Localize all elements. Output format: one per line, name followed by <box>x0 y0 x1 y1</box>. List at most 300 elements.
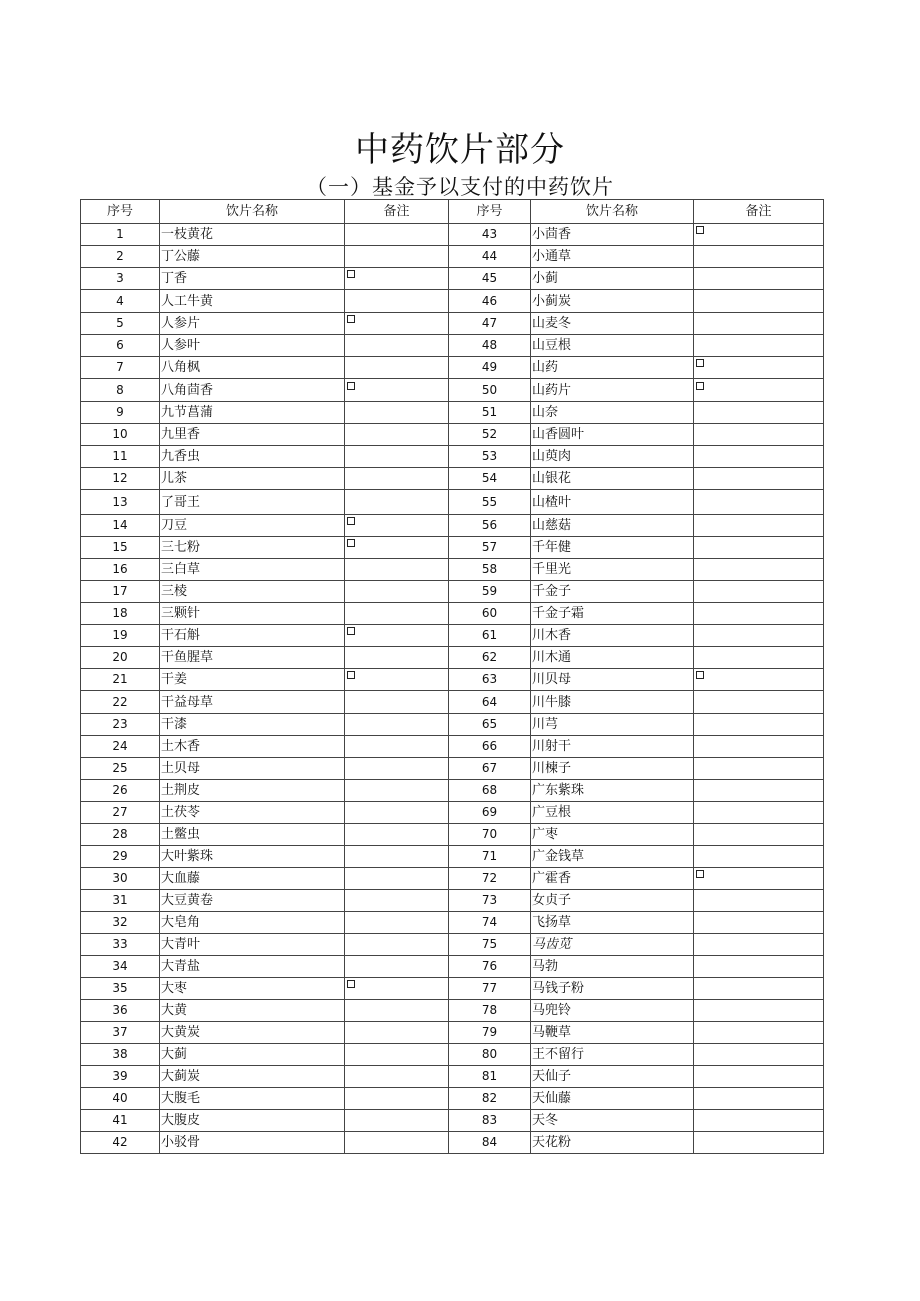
herb-name: 川楝子 <box>531 758 694 780</box>
herb-name: 一枝黄花 <box>160 224 345 246</box>
table-row <box>81 446 824 468</box>
note-cell <box>694 515 824 537</box>
row-number: 11 <box>81 446 160 468</box>
note-cell <box>345 758 449 780</box>
herb-name: 三七粉 <box>160 537 345 559</box>
herb-name: 天花粉 <box>531 1132 694 1154</box>
note-cell <box>345 912 449 934</box>
herbal-pieces-table <box>80 199 824 1154</box>
section-subtitle: （一）基金予以支付的中药饮片 <box>306 175 614 199</box>
table-row <box>81 691 824 714</box>
table-row <box>81 978 824 1000</box>
table-row <box>81 824 824 846</box>
checkbox-mark-icon <box>696 226 704 234</box>
note-cell <box>694 736 824 758</box>
note-cell <box>694 1022 824 1044</box>
table-row <box>81 246 824 268</box>
row-number: 47 <box>449 313 531 335</box>
note-cell <box>345 1000 449 1022</box>
note-cell <box>694 603 824 625</box>
row-number: 64 <box>449 691 531 714</box>
herb-name: 天仙子 <box>531 1066 694 1088</box>
note-cell <box>345 559 449 581</box>
row-number: 82 <box>449 1088 531 1110</box>
herb-name: 九节菖蒲 <box>160 402 345 424</box>
note-cell <box>345 515 449 537</box>
table-header-row <box>81 200 824 224</box>
table-row <box>81 868 824 890</box>
herb-name: 川木通 <box>531 647 694 669</box>
row-number: 46 <box>449 290 531 313</box>
herb-name: 山药片 <box>531 379 694 402</box>
note-cell <box>694 379 824 402</box>
checkbox-mark-icon <box>696 671 704 679</box>
herb-name: 山奈 <box>531 402 694 424</box>
herb-name: 干益母草 <box>160 691 345 714</box>
note-cell <box>345 714 449 736</box>
row-number: 2 <box>81 246 160 268</box>
table-row <box>81 603 824 625</box>
note-cell <box>694 691 824 714</box>
herb-name: 九里香 <box>160 424 345 446</box>
row-number: 34 <box>81 956 160 978</box>
note-cell <box>694 357 824 379</box>
herb-name: 川贝母 <box>531 669 694 691</box>
row-number: 32 <box>81 912 160 934</box>
row-number: 12 <box>81 468 160 490</box>
herb-name: 大皂角 <box>160 912 345 934</box>
herb-name: 三棱 <box>160 581 345 603</box>
row-number: 66 <box>449 736 531 758</box>
table-row <box>81 714 824 736</box>
herb-name: 飞扬草 <box>531 912 694 934</box>
row-number: 29 <box>81 846 160 868</box>
herb-name: 山银花 <box>531 468 694 490</box>
row-number: 49 <box>449 357 531 379</box>
herb-name: 八角茴香 <box>160 379 345 402</box>
row-number: 53 <box>449 446 531 468</box>
note-cell <box>345 669 449 691</box>
row-number: 42 <box>81 1132 160 1154</box>
herb-name: 川射干 <box>531 736 694 758</box>
note-cell <box>694 468 824 490</box>
herb-name: 马兜铃 <box>531 1000 694 1022</box>
herb-name: 广东紫珠 <box>531 780 694 802</box>
table-row <box>81 1044 824 1066</box>
note-cell <box>694 802 824 824</box>
note-cell <box>345 868 449 890</box>
table-row <box>81 912 824 934</box>
herb-name: 小茴香 <box>531 224 694 246</box>
note-cell <box>694 313 824 335</box>
table-row <box>81 559 824 581</box>
row-number: 60 <box>449 603 531 625</box>
row-number: 55 <box>449 490 531 515</box>
note-cell <box>694 912 824 934</box>
herb-name: 大血藤 <box>160 868 345 890</box>
herb-name: 女贞子 <box>531 890 694 912</box>
note-cell <box>345 468 449 490</box>
row-number: 74 <box>449 912 531 934</box>
table-row <box>81 1088 824 1110</box>
herb-name: 千金子 <box>531 581 694 603</box>
row-number: 37 <box>81 1022 160 1044</box>
row-number: 41 <box>81 1110 160 1132</box>
note-cell <box>694 290 824 313</box>
herb-name: 大蓟炭 <box>160 1066 345 1088</box>
note-cell <box>345 736 449 758</box>
note-cell <box>345 290 449 313</box>
note-cell <box>345 1044 449 1066</box>
herb-name: 大黄 <box>160 1000 345 1022</box>
row-number: 68 <box>449 780 531 802</box>
note-cell <box>694 625 824 647</box>
row-number: 80 <box>449 1044 531 1066</box>
herb-name: 山楂叶 <box>531 490 694 515</box>
row-number: 65 <box>449 714 531 736</box>
herb-name: 大腹皮 <box>160 1110 345 1132</box>
herb-name: 干漆 <box>160 714 345 736</box>
table-row <box>81 1132 824 1154</box>
herb-name: 大豆黄卷 <box>160 890 345 912</box>
row-number: 75 <box>449 934 531 956</box>
row-number: 72 <box>449 868 531 890</box>
row-number: 6 <box>81 335 160 357</box>
table-row <box>81 290 824 313</box>
table-row <box>81 802 824 824</box>
header-note-left: 备注 <box>345 200 449 224</box>
table-row <box>81 357 824 379</box>
note-cell <box>345 581 449 603</box>
herb-name: 广豆根 <box>531 802 694 824</box>
herb-name: 人参叶 <box>160 335 345 357</box>
herb-name: 干姜 <box>160 669 345 691</box>
table-row <box>81 515 824 537</box>
row-number: 17 <box>81 581 160 603</box>
note-cell <box>694 647 824 669</box>
row-number: 63 <box>449 669 531 691</box>
checkbox-mark-icon <box>347 315 355 323</box>
row-number: 76 <box>449 956 531 978</box>
note-cell <box>345 691 449 714</box>
header-no-left: 序号 <box>81 200 160 224</box>
table-row <box>81 537 824 559</box>
row-number: 20 <box>81 647 160 669</box>
table-row <box>81 268 824 290</box>
herb-name: 山豆根 <box>531 335 694 357</box>
note-cell <box>345 268 449 290</box>
row-number: 27 <box>81 802 160 824</box>
herb-name: 山麦冬 <box>531 313 694 335</box>
note-cell <box>345 890 449 912</box>
row-number: 59 <box>449 581 531 603</box>
herb-name: 山慈菇 <box>531 515 694 537</box>
note-cell <box>345 1066 449 1088</box>
table-row <box>81 402 824 424</box>
row-number: 13 <box>81 490 160 515</box>
herb-name: 小驳骨 <box>160 1132 345 1154</box>
row-number: 28 <box>81 824 160 846</box>
table-row <box>81 1110 824 1132</box>
herb-name: 土茯苓 <box>160 802 345 824</box>
note-cell <box>694 581 824 603</box>
table-row <box>81 647 824 669</box>
note-cell <box>694 335 824 357</box>
row-number: 26 <box>81 780 160 802</box>
row-number: 52 <box>449 424 531 446</box>
row-number: 22 <box>81 691 160 714</box>
herb-name: 丁公藤 <box>160 246 345 268</box>
row-number: 83 <box>449 1110 531 1132</box>
note-cell <box>345 1022 449 1044</box>
note-cell <box>694 402 824 424</box>
herb-name: 干鱼腥草 <box>160 647 345 669</box>
herb-name: 三白草 <box>160 559 345 581</box>
herb-name: 土木香 <box>160 736 345 758</box>
checkbox-mark-icon <box>347 517 355 525</box>
herb-name: 小通草 <box>531 246 694 268</box>
table-row <box>81 846 824 868</box>
herb-name: 三颗针 <box>160 603 345 625</box>
row-number: 44 <box>449 246 531 268</box>
checkbox-mark-icon <box>347 539 355 547</box>
row-number: 81 <box>449 1066 531 1088</box>
checkbox-mark-icon <box>347 382 355 390</box>
checkbox-mark-icon <box>347 671 355 679</box>
page-title: 中药饮片部分 <box>355 130 565 170</box>
note-cell <box>694 559 824 581</box>
herb-name: 千金子霜 <box>531 603 694 625</box>
row-number: 67 <box>449 758 531 780</box>
row-number: 23 <box>81 714 160 736</box>
herb-name: 干石斛 <box>160 625 345 647</box>
herb-name: 山萸肉 <box>531 446 694 468</box>
row-number: 4 <box>81 290 160 313</box>
herb-name: 丁香 <box>160 268 345 290</box>
herb-name: 人参片 <box>160 313 345 335</box>
herb-name: 王不留行 <box>531 1044 694 1066</box>
herb-name: 广金钱草 <box>531 846 694 868</box>
row-number: 8 <box>81 379 160 402</box>
note-cell <box>694 1132 824 1154</box>
herb-name: 千里光 <box>531 559 694 581</box>
note-cell <box>345 246 449 268</box>
row-number: 78 <box>449 1000 531 1022</box>
note-cell <box>345 846 449 868</box>
note-cell <box>345 224 449 246</box>
table-row <box>81 468 824 490</box>
note-cell <box>694 780 824 802</box>
row-number: 50 <box>449 379 531 402</box>
row-number: 58 <box>449 559 531 581</box>
note-cell <box>345 1110 449 1132</box>
table-row <box>81 490 824 515</box>
note-cell <box>345 402 449 424</box>
note-cell <box>345 978 449 1000</box>
table-row <box>81 890 824 912</box>
checkbox-mark-icon <box>347 980 355 988</box>
herb-name: 大青盐 <box>160 956 345 978</box>
table-row <box>81 335 824 357</box>
herb-name: 天冬 <box>531 1110 694 1132</box>
table-row <box>81 224 824 246</box>
row-number: 35 <box>81 978 160 1000</box>
herb-name: 马鞭草 <box>531 1022 694 1044</box>
herb-name: 大黄炭 <box>160 1022 345 1044</box>
note-cell <box>694 490 824 515</box>
row-number: 36 <box>81 1000 160 1022</box>
herb-name: 广枣 <box>531 824 694 846</box>
note-cell <box>345 313 449 335</box>
herb-name: 儿茶 <box>160 468 345 490</box>
row-number: 15 <box>81 537 160 559</box>
row-number: 3 <box>81 268 160 290</box>
table-row <box>81 1066 824 1088</box>
note-cell <box>694 868 824 890</box>
row-number: 79 <box>449 1022 531 1044</box>
note-cell <box>694 669 824 691</box>
herb-name: 刀豆 <box>160 515 345 537</box>
herb-name: 山香圆叶 <box>531 424 694 446</box>
note-cell <box>694 824 824 846</box>
note-cell <box>345 603 449 625</box>
row-number: 19 <box>81 625 160 647</box>
header-note-right: 备注 <box>694 200 824 224</box>
note-cell <box>345 490 449 515</box>
table-row <box>81 1022 824 1044</box>
note-cell <box>345 1132 449 1154</box>
herb-name: 小蓟 <box>531 268 694 290</box>
herb-name: 土鳖虫 <box>160 824 345 846</box>
table-row <box>81 313 824 335</box>
herb-name: 土贝母 <box>160 758 345 780</box>
herb-name: 川木香 <box>531 625 694 647</box>
row-number: 14 <box>81 515 160 537</box>
table-body <box>81 224 824 1154</box>
row-number: 33 <box>81 934 160 956</box>
note-cell <box>345 379 449 402</box>
herb-name: 马齿苋 <box>531 934 694 956</box>
header-no-right: 序号 <box>449 200 531 224</box>
note-cell <box>694 890 824 912</box>
row-number: 10 <box>81 424 160 446</box>
note-cell <box>345 424 449 446</box>
row-number: 51 <box>449 402 531 424</box>
note-cell <box>345 956 449 978</box>
table-row <box>81 758 824 780</box>
note-cell <box>694 846 824 868</box>
note-cell <box>694 714 824 736</box>
herb-name: 九香虫 <box>160 446 345 468</box>
note-cell <box>694 978 824 1000</box>
note-cell <box>345 647 449 669</box>
herb-name: 土荆皮 <box>160 780 345 802</box>
table-row <box>81 581 824 603</box>
row-number: 40 <box>81 1088 160 1110</box>
row-number: 69 <box>449 802 531 824</box>
row-number: 31 <box>81 890 160 912</box>
note-cell <box>345 934 449 956</box>
row-number: 43 <box>449 224 531 246</box>
herb-name: 广霍香 <box>531 868 694 890</box>
table-row <box>81 736 824 758</box>
row-number: 62 <box>449 647 531 669</box>
checkbox-mark-icon <box>347 270 355 278</box>
row-number: 45 <box>449 268 531 290</box>
row-number: 70 <box>449 824 531 846</box>
note-cell <box>345 357 449 379</box>
checkbox-mark-icon <box>347 627 355 635</box>
row-number: 71 <box>449 846 531 868</box>
row-number: 73 <box>449 890 531 912</box>
herb-name: 大青叶 <box>160 934 345 956</box>
table-row <box>81 379 824 402</box>
herb-name: 山药 <box>531 357 694 379</box>
note-cell <box>694 1088 824 1110</box>
table-row <box>81 780 824 802</box>
table-row <box>81 625 824 647</box>
row-number: 25 <box>81 758 160 780</box>
note-cell <box>345 1088 449 1110</box>
note-cell <box>345 446 449 468</box>
herb-name: 小蓟炭 <box>531 290 694 313</box>
note-cell <box>694 424 824 446</box>
row-number: 30 <box>81 868 160 890</box>
row-number: 21 <box>81 669 160 691</box>
header-name-left: 饮片名称 <box>160 200 345 224</box>
note-cell <box>694 1066 824 1088</box>
row-number: 5 <box>81 313 160 335</box>
herb-name: 大腹毛 <box>160 1088 345 1110</box>
herb-name: 马钱子粉 <box>531 978 694 1000</box>
herb-name: 大叶紫珠 <box>160 846 345 868</box>
row-number: 56 <box>449 515 531 537</box>
note-cell <box>694 1110 824 1132</box>
herb-name: 大蓟 <box>160 1044 345 1066</box>
row-number: 54 <box>449 468 531 490</box>
row-number: 61 <box>449 625 531 647</box>
note-cell <box>694 537 824 559</box>
checkbox-mark-icon <box>696 382 704 390</box>
note-cell <box>694 268 824 290</box>
table-row <box>81 669 824 691</box>
row-number: 18 <box>81 603 160 625</box>
herb-name: 大枣 <box>160 978 345 1000</box>
note-cell <box>345 335 449 357</box>
row-number: 7 <box>81 357 160 379</box>
note-cell <box>694 1000 824 1022</box>
table-row <box>81 424 824 446</box>
row-number: 1 <box>81 224 160 246</box>
note-cell <box>694 758 824 780</box>
row-number: 84 <box>449 1132 531 1154</box>
note-cell <box>345 537 449 559</box>
row-number: 48 <box>449 335 531 357</box>
note-cell <box>694 934 824 956</box>
note-cell <box>694 446 824 468</box>
row-number: 16 <box>81 559 160 581</box>
herb-name: 天仙藤 <box>531 1088 694 1110</box>
note-cell <box>345 802 449 824</box>
herb-name: 人工牛黄 <box>160 290 345 313</box>
checkbox-mark-icon <box>696 359 704 367</box>
note-cell <box>694 224 824 246</box>
note-cell <box>694 1044 824 1066</box>
row-number: 39 <box>81 1066 160 1088</box>
table-row <box>81 1000 824 1022</box>
note-cell <box>345 824 449 846</box>
table-row <box>81 934 824 956</box>
